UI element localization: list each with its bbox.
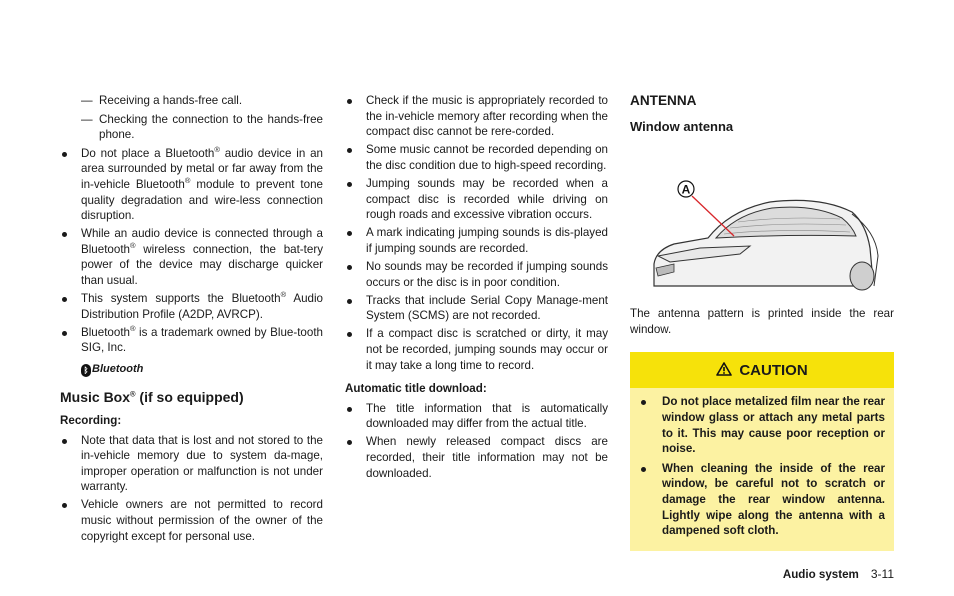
caution-box [630, 352, 894, 550]
middle-column [345, 93, 608, 484]
warning-triangle-icon [716, 362, 732, 380]
bluetooth-icon: ᛒ [81, 364, 91, 377]
list-item: This system supports the Bluetooth® Audio Distribution Profile (A2DP, AVRCP). [60, 291, 323, 322]
caution-item: When cleaning the inside of the rear window, be careful not to scratch or damage the rear window antenna. Lightly wipe along the antenna with a dampened soft cloth. [639, 461, 885, 539]
list-item: If a compact disc is scratched or dirty, it may not be recorded, jumping sounds may occur or it may take a long time to record. [345, 326, 608, 373]
right-column [630, 93, 894, 551]
list-item: Some music cannot be recorded depending on the disc condition due to high-speed recording. [345, 142, 608, 173]
figure-caption: The antenna pattern is printed inside the rear window. [630, 307, 894, 336]
figure-callout-label: A [681, 182, 691, 197]
list-item: The title information that is automatically downloaded may differ from the actual title. [345, 401, 608, 432]
car-rear-window-illustration [630, 152, 894, 292]
list-item: Vehicle owners are not permitted to record music without permission of the owner of the copyright except for personal use. [60, 497, 323, 544]
page-number: 3-11 [870, 567, 894, 581]
dash-item: — Receiving a hands-free call. [60, 93, 323, 109]
section-heading: Music Box® (if so equipped) [60, 389, 244, 405]
list-item: Do not place a Bluetooth® audio device in an area surrounded by metal or far away from the in-vehicle Bluetooth® module to prevent tone quality degradation and wire-less connection disruption. [60, 146, 323, 224]
list-item: Jumping sounds may be recorded when a compact disc is recorded while driving on rough roads and excessive vibration occurs. [345, 176, 608, 223]
sub-heading: Automatic title download: [345, 382, 487, 396]
list-item: Bluetooth® is a trademark owned by Blue-tooth SIG, Inc. [60, 325, 323, 356]
section-title: ANTENNA [630, 93, 697, 108]
list-item: While an audio device is connected through a Bluetooth® wireless connection, the bat-tery power of the device may discharge quicker than usual. [60, 226, 323, 288]
list-item: Tracks that include Serial Copy Manage-ment System (SCMS) are not recorded. [345, 293, 608, 324]
sub-heading: Recording: [60, 414, 122, 427]
caution-header [630, 352, 894, 388]
list-item: Check if the music is appropriately recorded to the in-vehicle memory after recording when the compact disc cannot be rere-corded. [345, 93, 608, 140]
list-item: No sounds may be recorded if jumping sounds occurs or the disc is in poor condition. [345, 259, 608, 290]
left-column [60, 93, 323, 547]
caution-item: Do not place metalized film near the rear window glass or attach any metal parts to it. This may cause poor reception or noise. [639, 394, 885, 456]
caution-body [630, 388, 894, 550]
caution-title: CAUTION [739, 361, 808, 379]
list-item: When newly released compact discs are recorded, their title information may not be downloaded. [345, 434, 608, 481]
page-footer [783, 567, 894, 581]
car-rear-illustration [630, 152, 894, 292]
bluetooth-logo: ᛒ Bluetooth [81, 362, 323, 378]
footer-section-name: Audio system [782, 567, 859, 581]
list-item: A mark indicating jumping sounds is dis-played if jumping sounds are recorded. [345, 225, 608, 256]
subsection-title: Window antenna [630, 118, 734, 134]
dash-item: — Checking the connection to the hands-free phone. [60, 112, 323, 143]
list-item: Note that data that is lost and not stored to the in-vehicle memory due to system da-mage, improper operation or malfunction is not under warranty. [60, 433, 323, 495]
